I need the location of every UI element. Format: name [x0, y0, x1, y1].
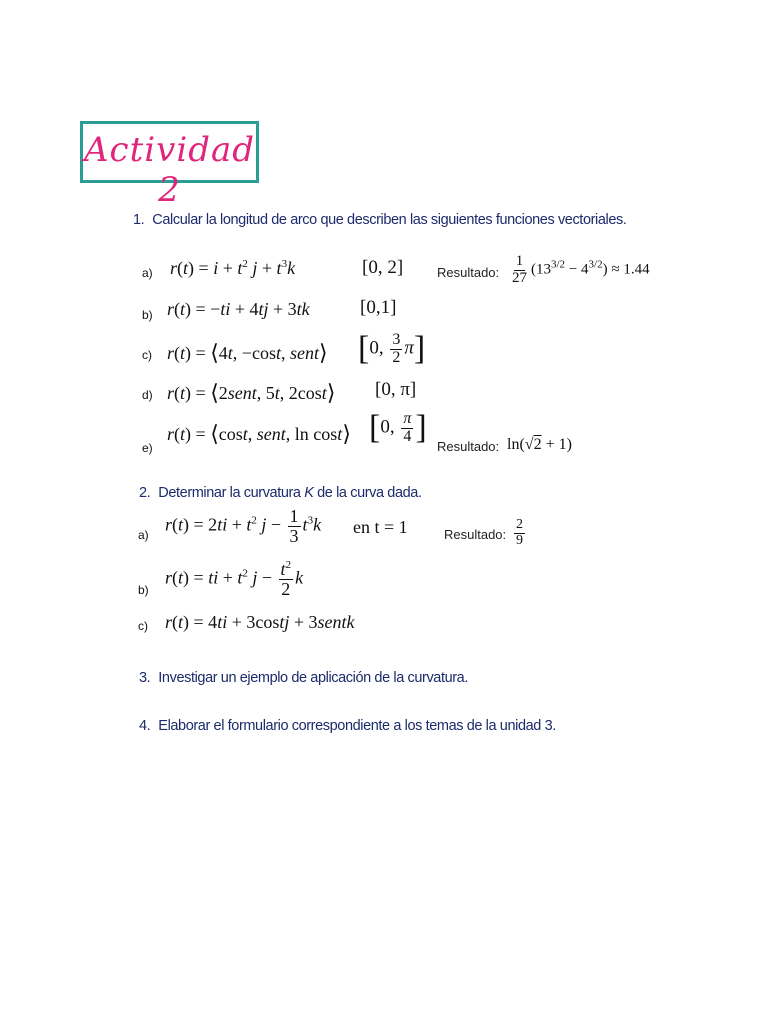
- q1-b-interval: [0,1]: [360, 297, 397, 318]
- q1-d-label: d): [142, 388, 153, 402]
- question-2-heading: [139, 485, 422, 501]
- q1-d-function: r(t) = ⟨2sent, 5t, 2cost⟩: [167, 380, 336, 405]
- question-1-text: Calcular la longitud de arco que describen las siguientes funciones vectoriales.: [152, 212, 627, 228]
- q1-d-interval: [0, π]: [375, 379, 417, 400]
- q2-a-function: $r(t) = 2ti + t^2$ j − $\frac{1}{3}$ $t^3k$: [165, 506, 322, 546]
- q2-a-result-label: Resultado:: [444, 527, 507, 542]
- q1-e-result: ln(√2 + 1): [507, 436, 572, 453]
- question-2-text-after: de la curva dada.: [313, 485, 422, 501]
- question-2-curvature-symbol: K: [304, 485, 314, 501]
- question-2-text-before: Determinar la curvatura: [158, 485, 305, 501]
- q1-c-function: r(t) = ⟨4t, −cost, sent⟩: [167, 340, 328, 365]
- q1-b-function: r(t) = −ti + 4tj + 3tk: [167, 299, 310, 319]
- q2-b-function: r(t) = ti + $t^2$ j − $\frac{t^2}{2}$ k: [165, 559, 304, 599]
- question-1-number: 1.: [133, 212, 145, 228]
- question-4-heading: [139, 718, 556, 734]
- q1-c-label: c): [142, 348, 152, 362]
- q1-e-function: r(t) = ⟨cost, sent, ln cost⟩: [167, 421, 351, 446]
- question-1-heading: [133, 212, 626, 228]
- question-3-number: 3.: [139, 670, 151, 686]
- q1-a-interval: [0, 2]: [362, 257, 404, 278]
- q1-c-interval: [0, $\frac{3}{2}$ π]: [358, 330, 426, 367]
- q2-c-label: c): [138, 619, 148, 633]
- q1-a-function: $r(t) = i + t^2$ $j + t^3k$: [170, 258, 296, 278]
- q1-e-label: e): [142, 441, 153, 455]
- page-title: Actividad 2: [83, 130, 255, 210]
- q1-b-label: b): [142, 308, 153, 322]
- q1-a-result: $\frac{1}{27}$ $(13^{3/2} - 4^{3/2}) \approx 1.44$: [512, 253, 650, 286]
- q1-e-result-label: Resultado:: [437, 439, 500, 454]
- q2-a-condition: en t = 1: [353, 517, 408, 537]
- question-2-number: 2.: [139, 485, 151, 501]
- q2-b-label: b): [138, 583, 149, 597]
- question-4-number: 4.: [139, 718, 151, 734]
- q2-a-label: a): [138, 528, 149, 542]
- question-4-text: Elaborar el formulario correspondiente a los temas de la unidad 3.: [158, 718, 556, 734]
- q1-e-interval: [0, $\frac{\pi}{4}$ ]: [369, 409, 427, 446]
- question-3-heading: [139, 670, 468, 686]
- q1-a-label: a): [142, 266, 153, 280]
- q2-a-result: $\frac{2}{9}$: [516, 517, 523, 548]
- q1-a-result-label: Resultado:: [437, 265, 500, 280]
- question-3-text: Investigar un ejemplo de aplicación de la curvatura.: [158, 670, 468, 686]
- title-box: [80, 121, 259, 210]
- q2-c-function: r(t) = 4ti + 3costj + 3sentk: [165, 612, 355, 632]
